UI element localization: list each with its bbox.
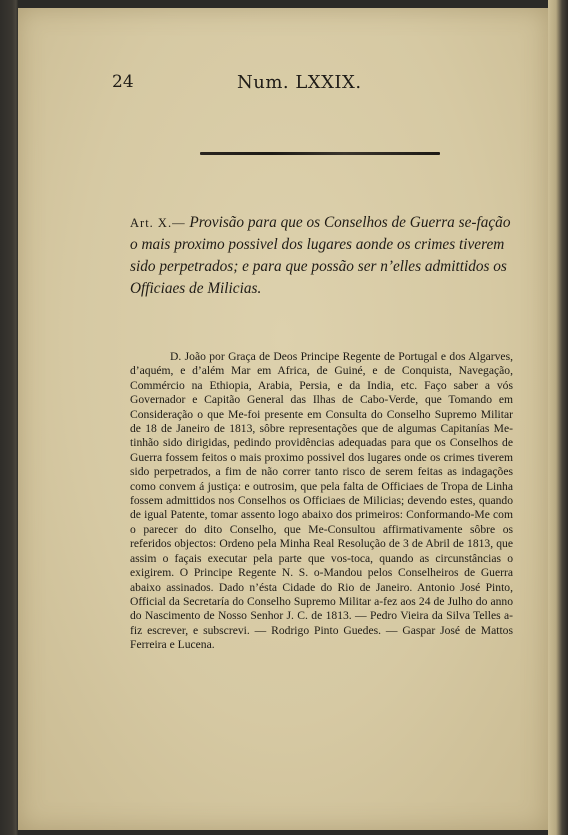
- page-number: 24: [112, 72, 134, 92]
- document-body: [130, 350, 513, 653]
- page-header: [112, 72, 392, 102]
- running-title: Num. LXXIX.: [237, 72, 362, 93]
- article-label: Art. X.—: [130, 216, 186, 230]
- page-edge: [548, 0, 568, 835]
- article-title: Provisão para que os Conselhos de Guerra se-fação o mais proximo possivel dos lugares aonde os crimes tiverem sido perpetrados; e para que possão ser n’elles admittidos os Officiaes de Milicias.: [130, 214, 511, 297]
- article-heading: [130, 212, 512, 300]
- body-paragraph: D. João por Graça de Deos Principe Regente de Portugal e dos Algarves, d’aquém, e d’além Mar em Africa, de Guiné, e de Conquista, Navegação, Commércio na Ethiopia, Arabia, Persia, e da India, etc. Faço saber a vós Governador e Capitão General das Ilhas de Cabo-Verde, que Tomando em Consideração o que Me-foi presente em Consulta do Conselho Supremo Militar de 18 de Janeiro de 1813, sôbre representações que de algumas Capitanías Me-tinhão sido dirigidas, pedindo providências adequadas para que os Conselhos de Guerra fossem feitos o mais proximo possivel dos lugares onde os crimes tiverem sido perpetrados, a fim de não correr tanto risco de serem feitas as indagações como convem á justiça: e outrosim, que pela falta de Officiaes de Tropa de Linha fossem admittidos nos Conselhos os Officiaes de Milicias; devendo estes, quando de igual Patente, tomar assento logo abaixo dos primeiros: Conformando-Me com o parecer do dito Conselho, que Me-Consultou affirmativamente sôbre os referidos objectos: Ordeno pela Minha Real Resolução de 3 de Abril de 1813, que assim o façais executar pela parte que vos-toca, quando as circunstâncias o exigirem. O Principe Regente N. S. o-Mandou pelos Conselheiros de Guerra abaixo assinados. Dado n’ésta Cidade do Rio de Janeiro. Antonio José Pinto, Official da Secretaría do Conselho Supremo Militar a-fez aos 24 de Julho do anno do Nascimento de Nosso Senhor J. C. de 1813. — Pedro Vieira da Silva Telles a-fiz escrever, e subscrevi. — Rodrigo Pinto Guedes. — Gaspar José de Mattos Ferreira e Lucena.: [130, 350, 513, 652]
- section-divider: [200, 152, 440, 155]
